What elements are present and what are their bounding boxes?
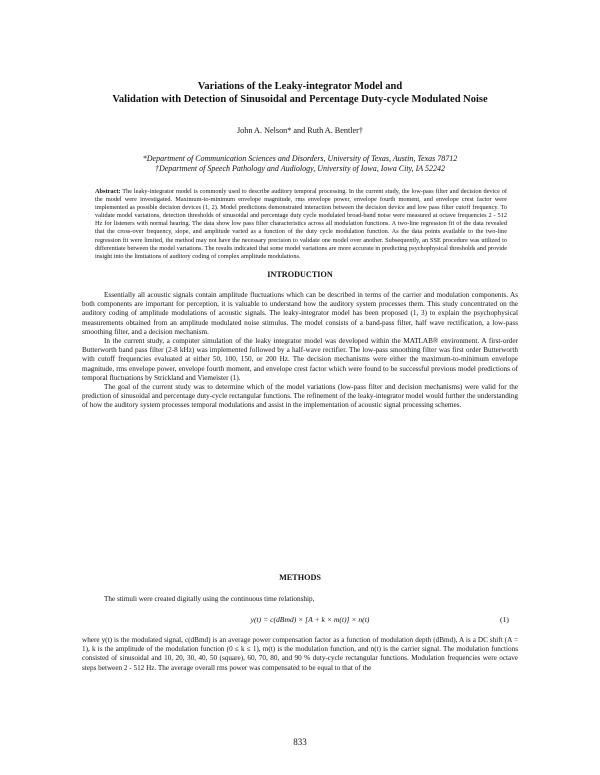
title-line-1: Variations of the Leaky-integrator Model and — [197, 81, 403, 92]
page-number: 833 — [293, 737, 307, 747]
equation-number: (1) — [500, 615, 509, 624]
intro-paragraph-1: Essentially all acoustic signals contain amplitude fluctuations which can be described in terms of the carrier and modulation components. As both components are important for perception, it is valuable to understand how the auditory system processes them. This study concentrated on the auditory coding of amplitude modulations of acoustic signals. The leaky-integrator model has been proposed (1, 3) to explain the psychophysical measurements obtained from an amplitude modulated noise stimulus. The model consists of a band-pass filter, half wave rectification, a low-pass smoothing filter, and a decision mechanism. — [82, 291, 518, 336]
author-line: John A. Nelson* and Ruth A. Bentler† — [237, 126, 363, 135]
abstract-label: Abstract: — [95, 188, 121, 195]
methods-stimuli-line: The stimuli were created digitally using the continuous time relationship, — [104, 595, 315, 603]
paper-title — [60, 80, 540, 106]
introduction-body — [82, 291, 518, 411]
equation: y(t) = c(dBmd) × [A + k × m(t)] × n(t) — [250, 615, 370, 624]
title-line-2: Validation with Detection of Sinusoidal and Percentage Duty-cycle Modulated Noise — [112, 94, 488, 105]
affiliation-1: *Department of Communication Sciences and Disorders, University of Texas, Austin, Texas 78712 — [142, 154, 458, 163]
affiliation-2: †Department of Speech Pathology and Audiology, University of Iowa, Iowa City, IA 52242 — [154, 164, 446, 173]
introduction-heading: INTRODUCTION — [267, 270, 333, 279]
intro-paragraph-3: The goal of the current study was to determine which of the model variations (low-pass filter and decision mechanisms) were valid for the prediction of sinusoidal and percentage duty-cycle rectangular functions. The refinement of the leaky-integrator model would further the understanding of how the auditory system processes temporal modulations and assist in the implementation of acoustic signal processing schemes. — [82, 383, 518, 410]
methods-paragraph-1: where y(t) is the modulated signal, c(dBmd) is an average power compensation factor as a function of modulation depth (dBmd), A is a DC shift (A = 1), k is the amplitude of the modulation function (0 ≤ k ≤ 1), m(t) is the modulation function, and n(t) is the carrier signal. The modulation functions consisted of sinusoidal and 10, 20, 30, 40, 50 (square), 60, 70, 80, and 90 % duty-cycle rectangular functions. Modulation frequencies were octave steps between 2 - 512 Hz. The average overall rms power was compensated to be equal to that of the — [82, 636, 518, 672]
methods-heading: METHODS — [279, 573, 321, 582]
intro-paragraph-2: In the current study, a computer simulation of the leaky integrator model was developed within the MATLAB® environment. A first-order Butterworth band pass filter (2-8 kHz) was implemented followed by a half-wave rectifier. The low-pass smoothing filter was first order Butterworth with cutoff frequencies evaluated at either 50, 100, 150, or 200 Hz. The decision mechanisms were either the maximum-to-minimum envelope magnitude, rms envelope power, envelope fourth moment, and envelope crest factor which were found to be successful previous model predictions of temporal fluctuations by Strickland and Viemeister (1). — [82, 337, 518, 382]
abstract-text: The leaky-integrator model is commonly used to describe auditory temporal processing. In the current study, the low-pass filter and decision device of the model were investigated. Maximum-to-minimum envelope magnitude, rms envelope power, envelope fourth moment, and envelope crest factor were implemented as possible decision devices (1, 2). Model predictions demonstrated interaction between the decision device and low pass filter cutoff frequency. To validate model variations, detection thresholds of sinusoidal and percentage duty cycle modulated broad-band noise were measured at octave frequencies 2 - 512 Hz for listeners with normal hearing. The data show low pass filter characteristics across all modulation functions. A two-line regression fit of the data revealed that the cross-over frequency, slope, and amplitude varied as a function of the duty cycle modulation function. As the data points available to the two-line regression fit were limited, the method may not have the necessary precision to validate one model over another. Subsequently, an SSE procedure was utilized to differentiate between the model variations. The results indicated that some model variations are more accurate in predicting psychophysical thresholds and provide insight into the limitations of auditory coding of complex amplitude modulations. — [95, 188, 507, 260]
methods-body — [82, 636, 518, 673]
abstract — [95, 188, 507, 261]
affiliations — [60, 154, 540, 174]
